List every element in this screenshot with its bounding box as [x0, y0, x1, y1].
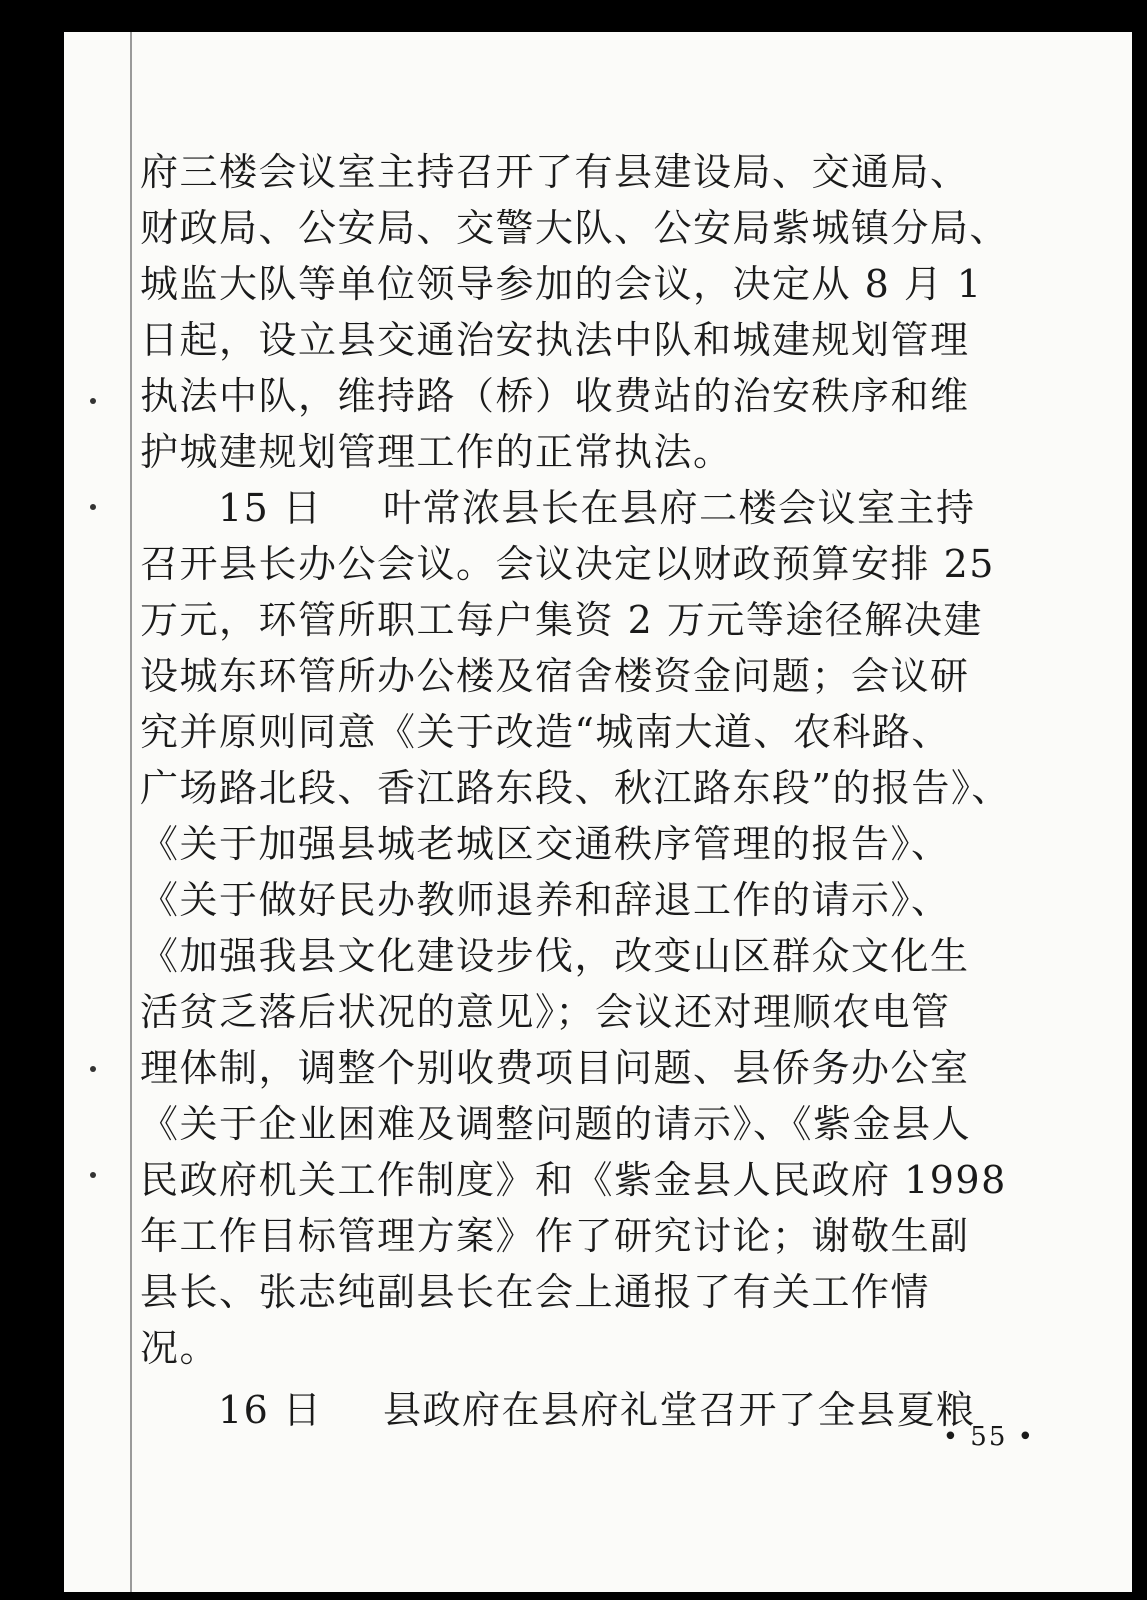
text-line: 民政府机关工作制度》和《紫金县人民政府 1998	[140, 1158, 1007, 1202]
page-number: • 55 •	[942, 1422, 1035, 1452]
text-line: 活贫乏落后状况的意见》；会议还对理顺农电管	[140, 990, 951, 1034]
text-line: 执法中队，维持路（桥）收费站的治安秩序和维	[140, 374, 970, 418]
text-line: 《关于企业困难及调整问题的请示》、《紫金县人	[140, 1102, 972, 1146]
body-text	[140, 144, 1011, 1438]
text-line: 《关于做好民办教师退养和辞退工作的请示》、	[140, 878, 951, 922]
entry-first-line: 县政府在县府礼堂召开了全县夏粮	[383, 1388, 976, 1432]
entry-date: 16 日	[218, 1388, 323, 1432]
text-line: 府三楼会议室主持召开了有县建设局、交通局、	[140, 150, 970, 194]
text-line: 召开县长办公会议。会议决定以财政预算安排 25	[140, 542, 995, 586]
scan-top-border	[0, 0, 1147, 32]
text-line: 万元，环管所职工每户集资 2 万元等途径解决建	[140, 598, 983, 642]
margin-mark	[90, 398, 96, 404]
entry-15-heading	[140, 480, 976, 536]
text-line: 设城东环管所办公楼及宿舍楼资金问题；会议研	[140, 654, 970, 698]
text-line: 年工作目标管理方案》作了研究讨论；谢敬生副	[140, 1214, 970, 1258]
text-line: 《关于加强县城老城区交通秩序管理的报告》、	[140, 822, 951, 866]
entry-16-heading	[140, 1382, 976, 1438]
text-line: 况。	[140, 1326, 220, 1370]
text-line: 护城建规划管理工作的正常执法。	[140, 430, 733, 474]
margin-mark	[90, 1172, 96, 1178]
text-line: 财政局、公安局、交警大队、公安局紫城镇分局、	[140, 206, 1010, 250]
entry-date: 15 日	[218, 486, 323, 530]
text-line: 理体制，调整个别收费项目问题、县侨务办公室	[140, 1046, 970, 1090]
binding-line	[130, 32, 132, 1592]
text-line: 广场路北段、香江路东段、秋江路东段”的报告》、	[140, 766, 1011, 810]
entry-first-line: 叶常浓县长在县府二楼会议室主持	[383, 486, 976, 530]
margin-mark	[90, 504, 96, 510]
text-line: 县长、张志纯副县长在会上通报了有关工作情	[140, 1270, 931, 1314]
scan-left-border	[0, 0, 64, 1600]
text-line: 《加强我县文化建设步伐，改变山区群众文化生	[140, 934, 970, 978]
text-line: 究并原则同意《关于改造“城南大道、农科路、	[140, 710, 951, 754]
text-line: 城监大队等单位领导参加的会议，决定从 8 月 1	[140, 262, 983, 306]
margin-mark	[90, 1066, 96, 1072]
text-line: 日起，设立县交通治安执法中队和城建规划管理	[140, 318, 970, 362]
